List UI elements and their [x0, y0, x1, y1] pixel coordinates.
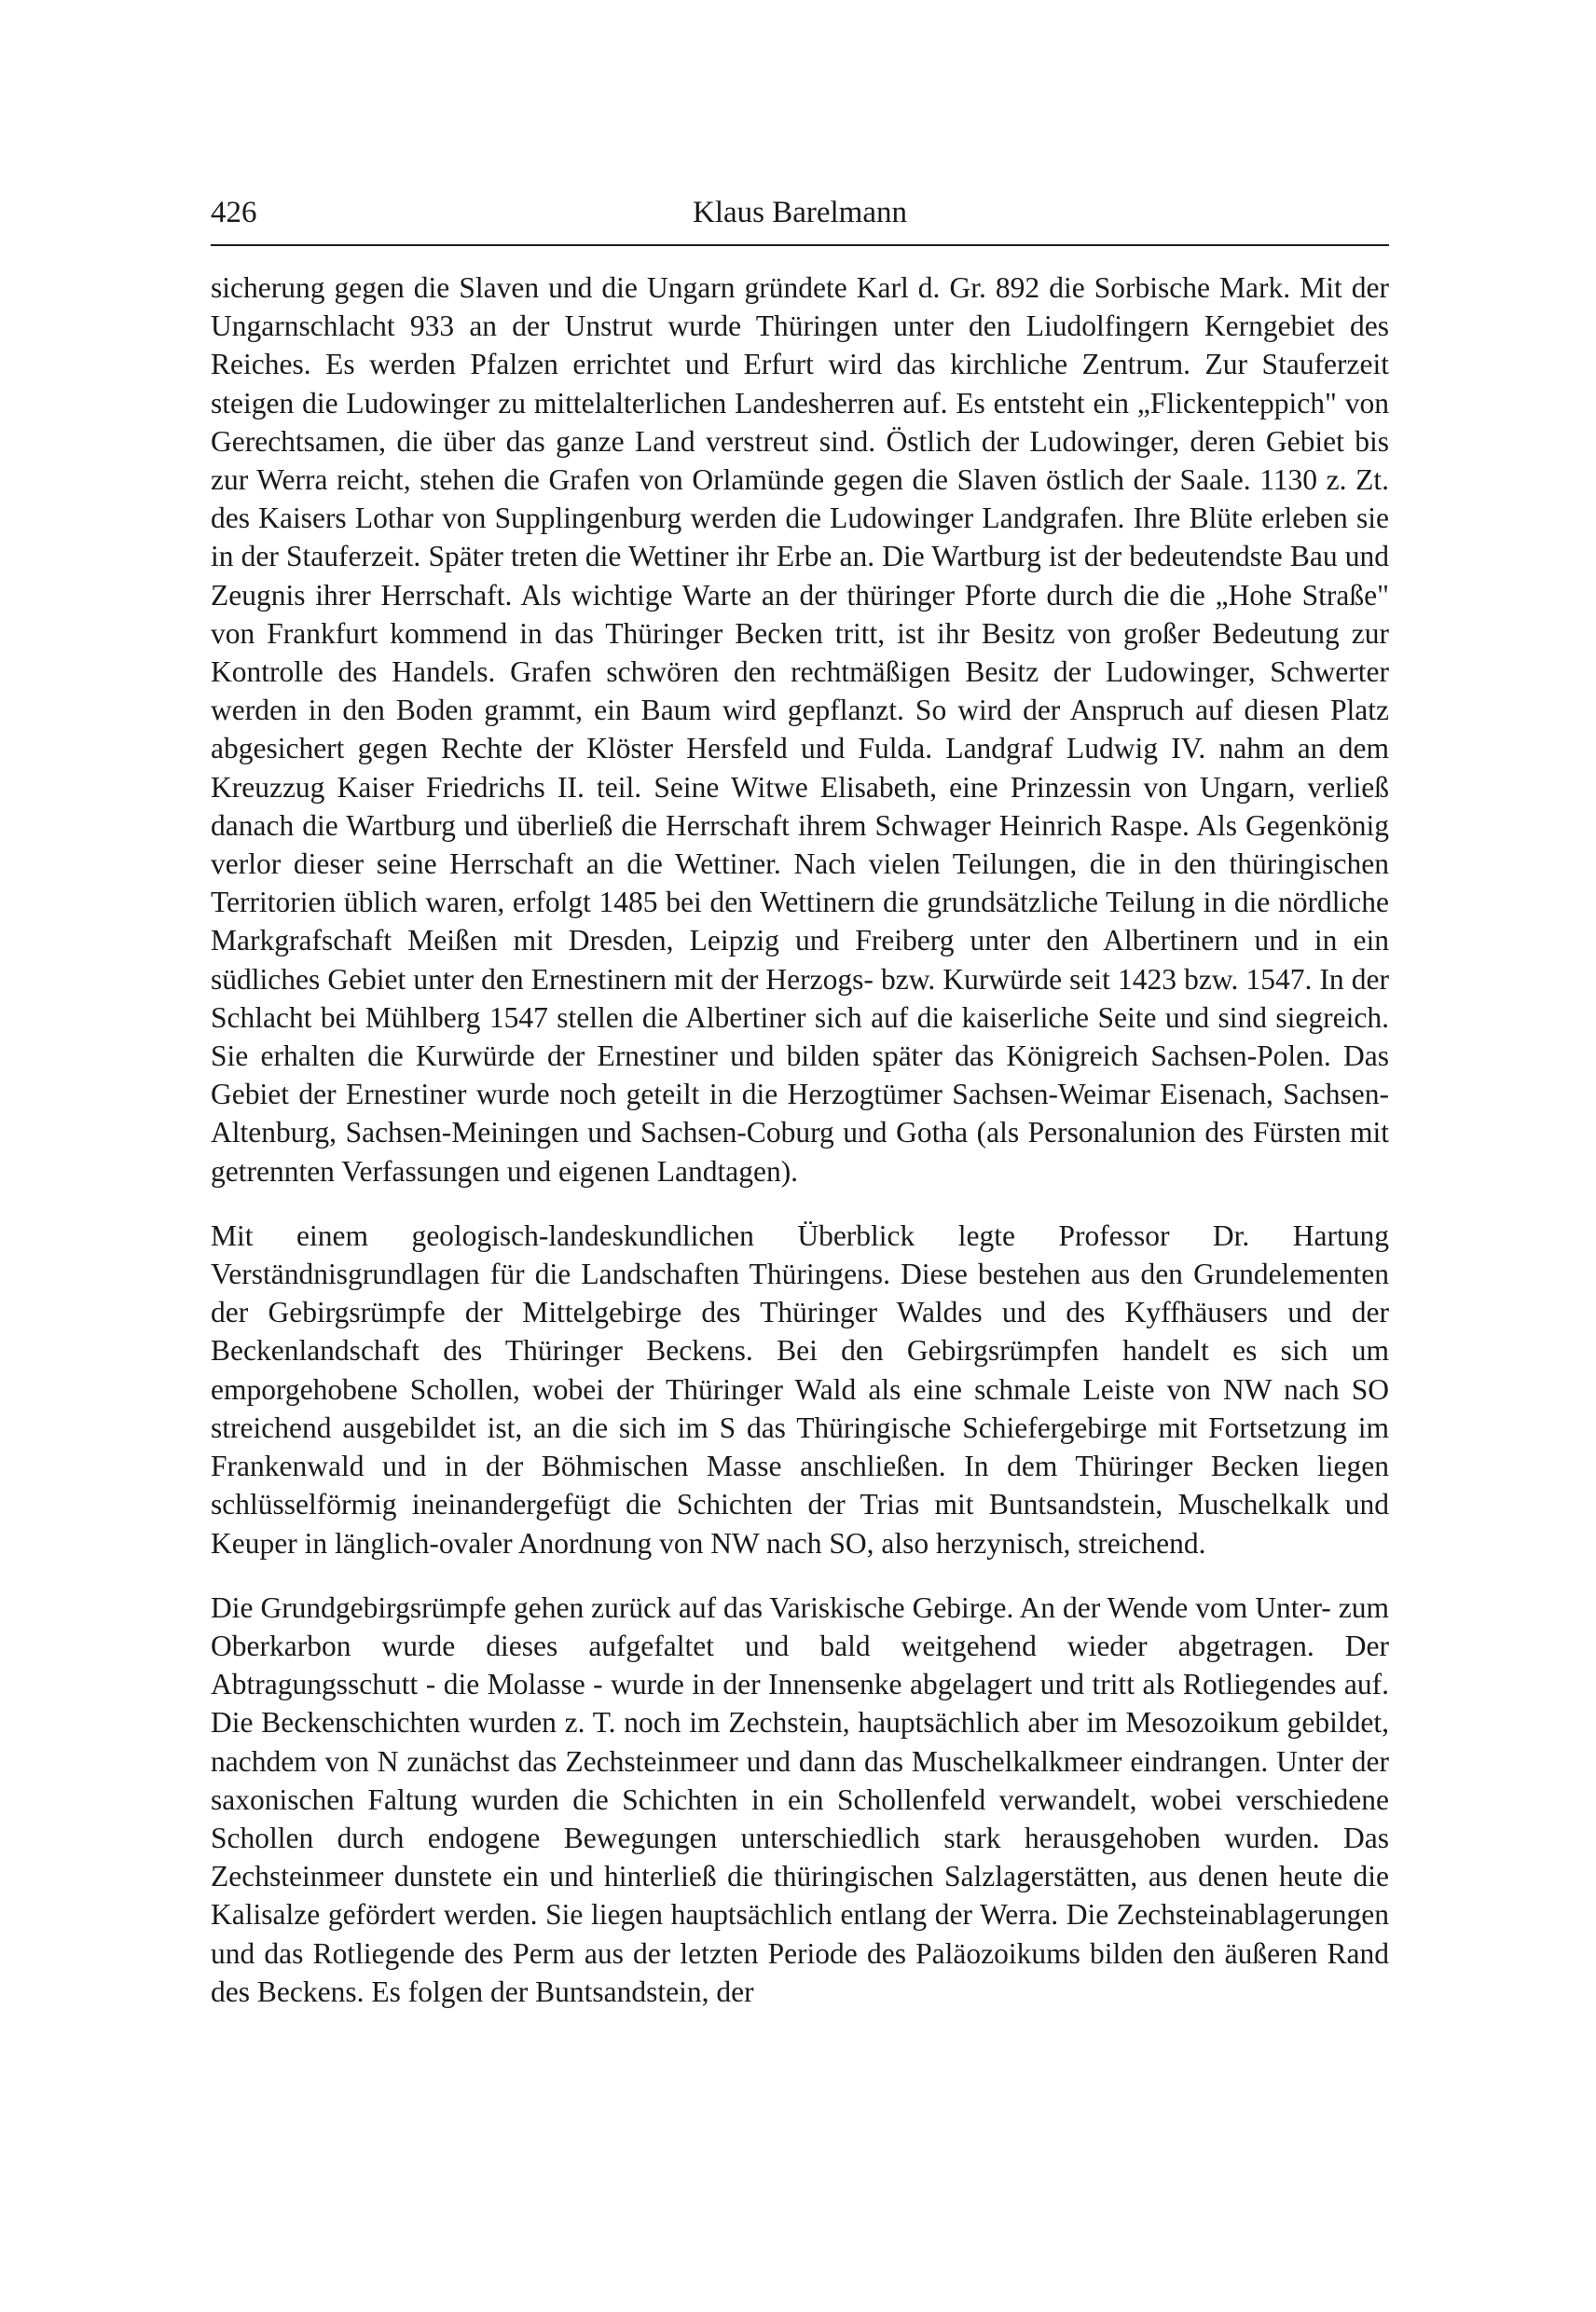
running-head-author: Klaus Barelmann: [692, 196, 908, 229]
page-number: 426: [211, 196, 257, 229]
body-text: [211, 268, 1389, 2011]
paragraph-geology-overview: Mit einem geologisch-landeskundlichen Überblick legte Professor Dr. Hartung Verständnisgrundlagen für die Landschaften Thüringens. Diese bestehen aus den Grundelementen der Gebirgsrümpfe der Mittelgebirge des Thüringer Waldes und des Kyffhäusers und der Beckenlandschaft des Thüringer Beckens. Bei den Gebirgsrümpfen handelt es sich um emporgehobene Schollen, wobei der Thüringer Wald als eine schmale Leiste von NW nach SO streichend ausgebildet ist, an die sich im S das Thüringische Schiefergebirge mit Fortsetzung im Frankenwald und in der Böhmischen Masse anschließen. In dem Thüringer Becken liegen schlüsselförmig ineinandergefügt die Schichten der Trias mit Buntsandstein, Muschelkalk und Keuper in länglich-ovaler Anordnung von NW nach SO, also herzynisch, streichend.: [211, 1218, 1389, 1560]
paragraph-basement-rocks: Die Grundgebirgsrümpfe gehen zurück auf das Variskische Gebirge. An der Wende vom Unter- zum Oberkarbon wurde dieses aufgefaltet und bald weitgehend wieder abgetragen. Der Abtragungsschutt - die Molasse - wurde in der Innensenke abgelagert und tritt als Rotliegendes auf. Die Beckenschichten wurden z. T. noch im Zechstein, hauptsächlich aber im Mesozoikum gebildet, nachdem von N zunächst das Zechsteinmeer und dann das Muschelkalkmeer eindrangen. Unter der saxonischen Faltung wurden die Schichten in ein Schollenfeld verwandelt, wobei verschiedene Schollen durch endogene Bewegungen unterschiedlich stark herausgehoben wurden. Das Zechsteinmeer dunstete ein und hinterließ die thüringischen Salzlagerstätten, aus denen heute die Kalisalze gefördert werden. Sie liegen hauptsächlich entlang der Werra. Die Zechsteinablagerungen und das Rotliegende des Perm aus der letzten Periode des Paläozoikums bilden den äußeren Rand des Beckens. Es folgen der Buntsandstein, der: [211, 1590, 1389, 2008]
paragraph-history: sicherung gegen die Slaven und die Ungarn gründete Karl d. Gr. 892 die Sorbische Mark. Mit der Ungarnschlacht 933 an der Unstrut wurde Thüringen unter den Liudolfingern Kerngebiet des Reiches. Es werden Pfalzen errichtet und Erfurt wird das kirchliche Zentrum. Zur Stauferzeit steigen die Ludowinger zu mittelalterlichen Landesherren auf. Es entsteht ein „Flickenteppich" von Gerechtsamen, die über das ganze Land verstreut sind. Östlich der Ludowinger, deren Gebiet bis zur Werra reicht, stehen die Grafen von Orlamünde gegen die Slaven östlich der Saale. 1130 z. Zt. des Kaisers Lothar von Supplingenburg werden die Ludowinger Landgrafen. Ihre Blüte erleben sie in der Stauferzeit. Später treten die Wettiner ihr Erbe an. Die Wartburg ist der bedeutendste Bau und Zeugnis ihrer Herrschaft. Als wichtige Warte an der thüringer Pforte durch die die „Hohe Straße" von Frankfurt kommend in das Thüringer Becken tritt, ist ihr Besitz von großer Bedeutung zur Kontrolle des Handels. Grafen schwören den rechtmäßigen Besitz der Ludowinger, Schwerter werden in den Boden grammt, ein Baum wird gepflanzt. So wird der Anspruch auf diesen Platz abgesichert gegen Rechte der Klöster Hersfeld und Fulda. Landgraf Ludwig IV. nahm an dem Kreuzzug Kaiser Friedrichs II. teil. Seine Witwe Elisabeth, eine Prinzessin von Ungarn, verließ danach die Wartburg und überließ die Herrschaft ihrem Schwager Heinrich Raspe. Als Gegenkönig verlor dieser seine Herrschaft an die Wettiner. Nach vielen Teilungen, die in den thüringischen Territorien üblich waren, erfolgt 1485 bei den Wettinern die grundsätzliche Teilung in die nördliche Markgrafschaft Meißen mit Dresden, Leipzig und Freiberg unter den Albertinern und in ein südliches Gebiet unter den Ernestinern mit der Herzogs- bzw. Kurwürde seit 1423 bzw. 1547. In der Schlacht bei Mühlberg 1547 stellen die Albertiner sich auf die kaiserliche Seite und sind siegreich. Sie erhalten die Kurwürde der Ernestiner und bilden später das Königreich Sachsen-Polen. Das Gebiet der Ernestiner wurde noch geteilt in die Herzogtümer Sachsen-Weimar Eisenach, Sachsen-Altenburg, Sachsen-Meiningen und Sachsen-Coburg und Gotha (als Personalunion des Fürsten mit getrennten Verfassungen und eigenen Landtagen).: [211, 271, 1389, 1188]
page-header: [211, 189, 1389, 236]
header-rule: [211, 244, 1389, 246]
